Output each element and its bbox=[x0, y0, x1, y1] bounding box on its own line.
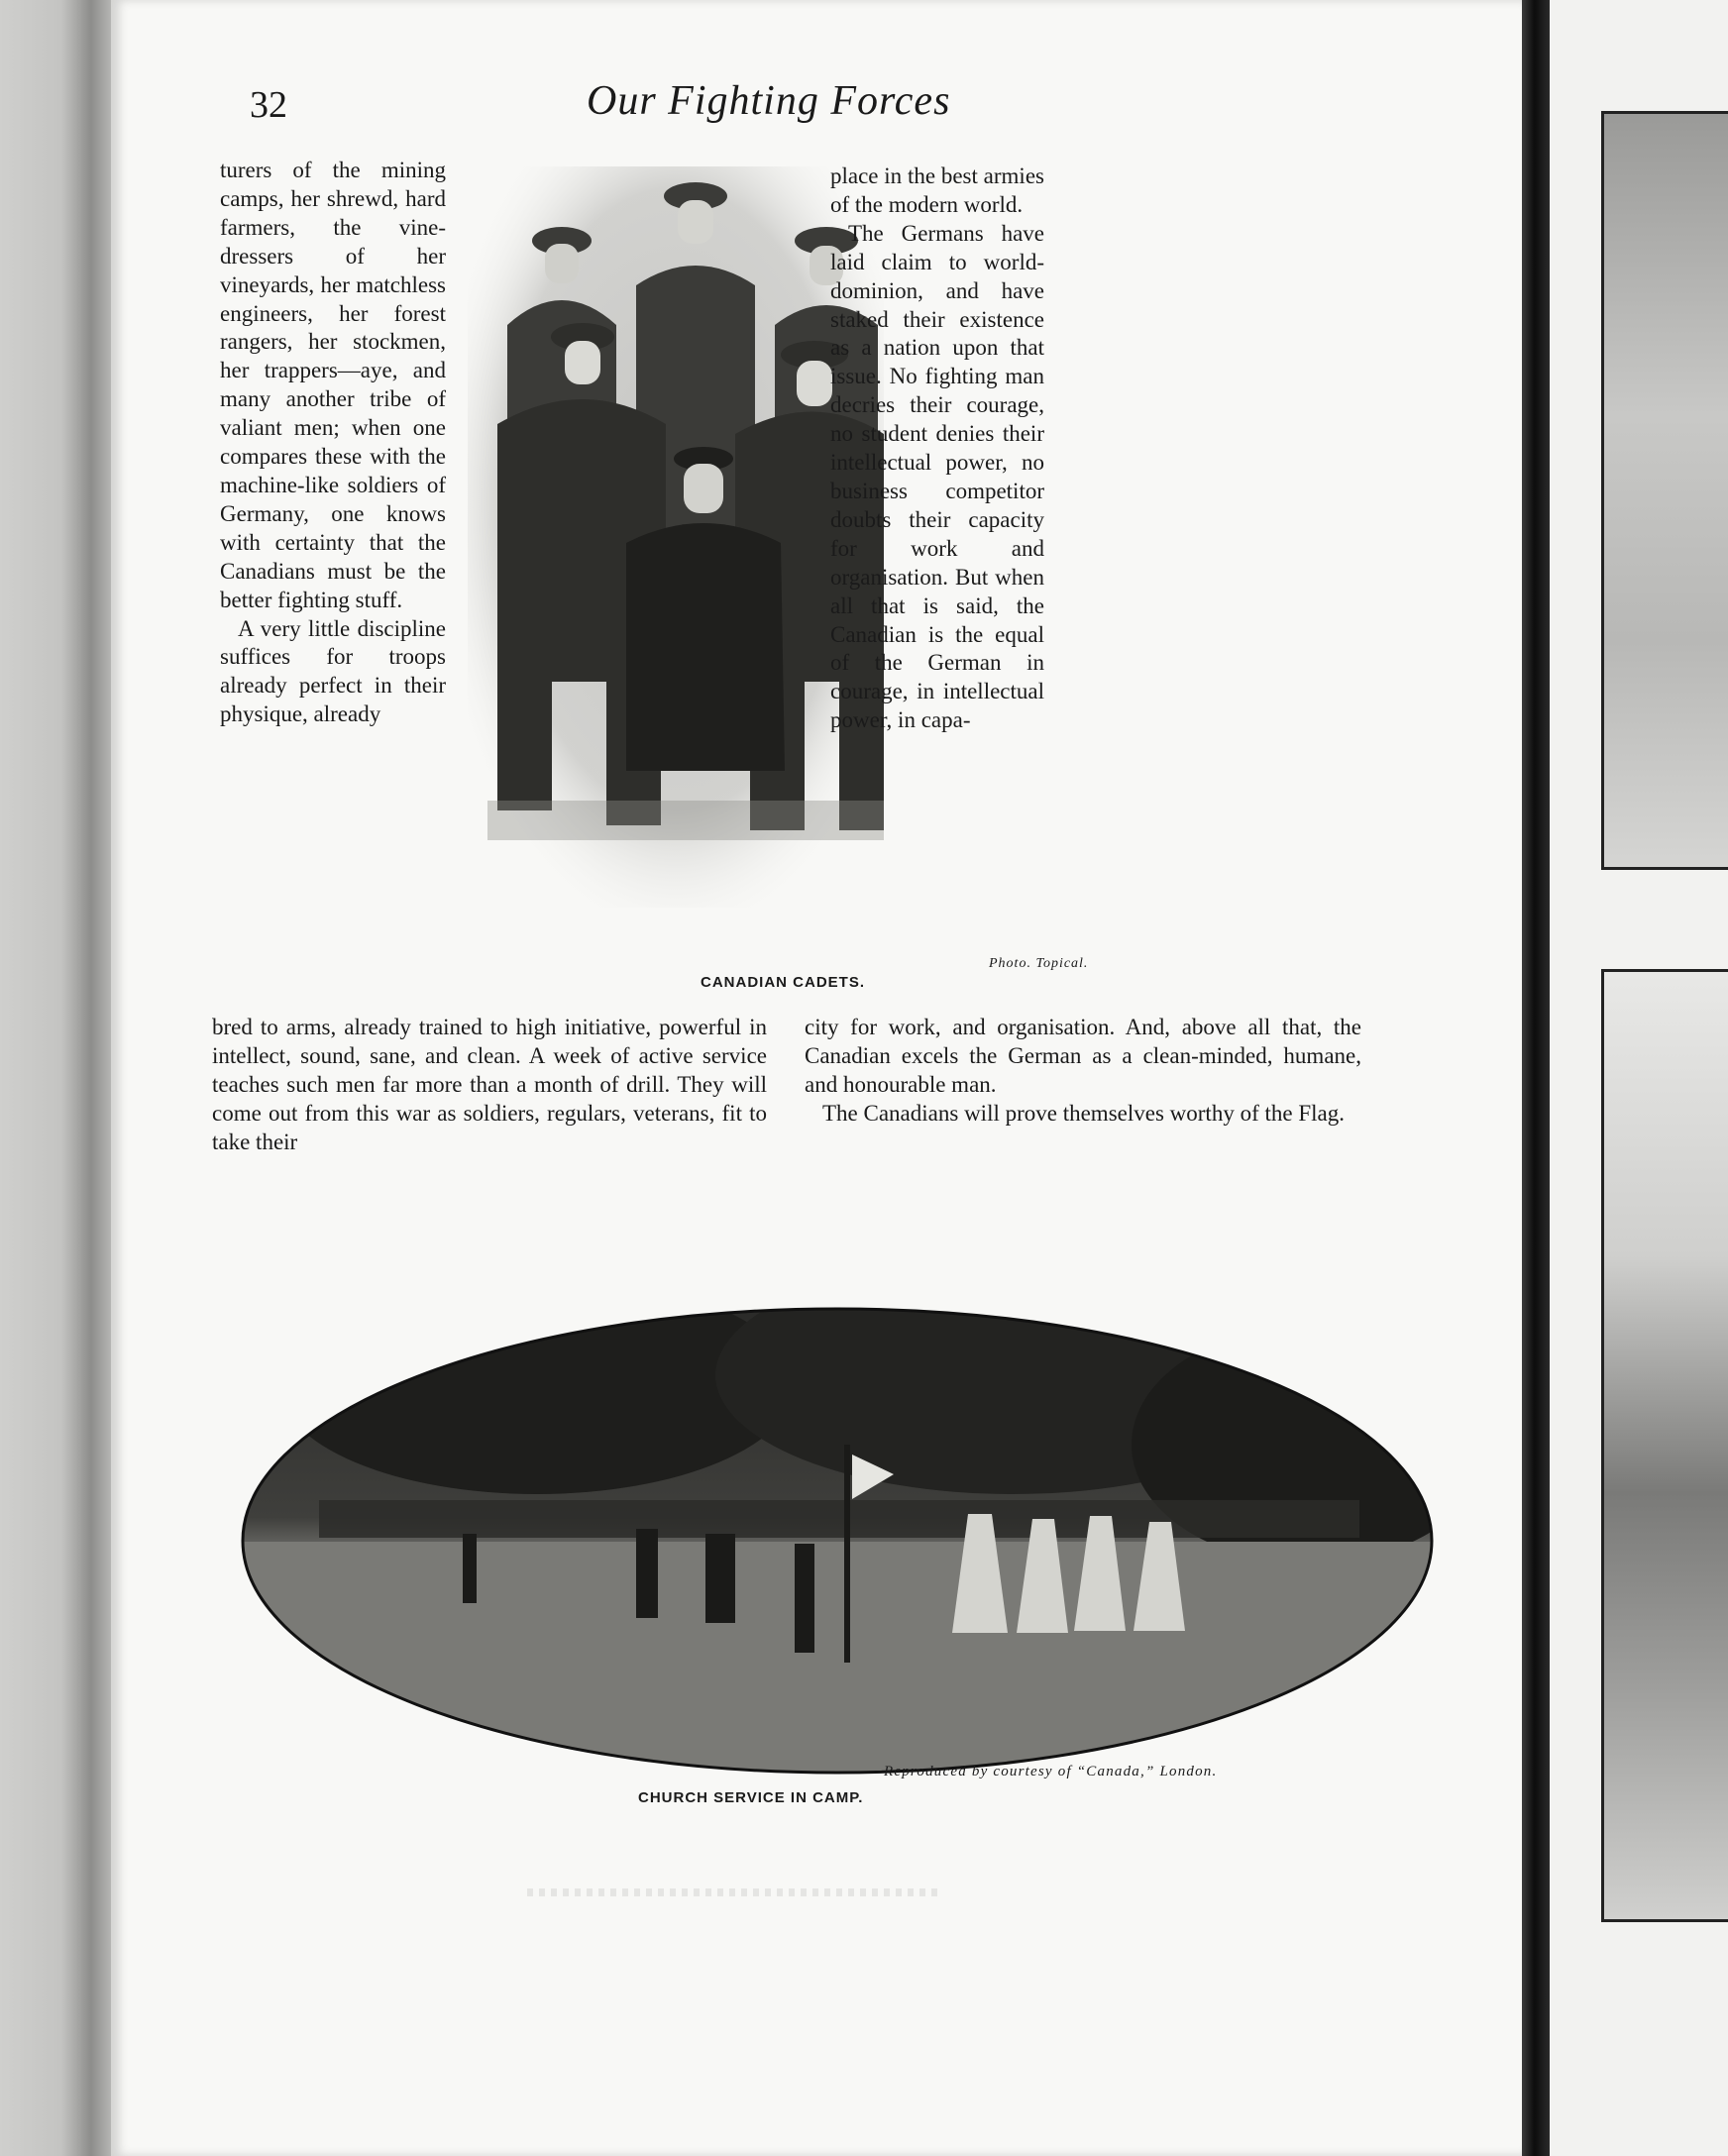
cadets-photo-credit: Photo. Topical. bbox=[989, 956, 1089, 971]
canadian-cadets-photo bbox=[468, 166, 805, 908]
church-service-photo bbox=[240, 1306, 1435, 1776]
church-photo-illustration bbox=[240, 1306, 1435, 1776]
facing-page-edge bbox=[1550, 0, 1728, 2156]
facing-page-photo-top bbox=[1601, 111, 1728, 870]
cadets-photo-illustration bbox=[468, 166, 884, 908]
paragraph: The Germans have laid claim to world-dominion, and have staked their existence as a nation upon that issue. No fighting man decries their courage, no student denies their intellectual power, no business competitor doubts their capacity for work and organisation. But when all that is said, the Canadian is the equal of the German in courage, in intellectual power, in capa- bbox=[830, 220, 1044, 733]
running-title: Our Fighting Forces bbox=[587, 78, 951, 124]
paragraph: A very little discipline suffices for troops already perfect in their physique, already bbox=[220, 615, 446, 727]
cadets-caption: CANADIAN CADETS. bbox=[701, 974, 865, 991]
column-right-top bbox=[830, 162, 1044, 735]
paragraph: city for work, and organisation. And, above all that, the Canadian excels the German as a clean-minded, humane, and honourable man. bbox=[805, 1015, 1361, 1097]
book-page bbox=[111, 0, 1522, 2156]
paragraph: turers of the mining camps, her shrewd, hard farmers, the vine-dressers of her vineyards, her matchless engineers, her forest rangers, her stockmen, her trappers—aye, and many another tribe of valiant men; when one compares these with the machine-like soldiers of Germany, one knows with certainty that the Canadians must be the better fighting stuff. bbox=[220, 158, 446, 612]
book-gutter bbox=[1522, 0, 1550, 2156]
church-caption: CHURCH SERVICE IN CAMP. bbox=[638, 1789, 864, 1806]
church-photo-credit: Reproduced by courtesy of “Canada,” London. bbox=[884, 1764, 1218, 1779]
column-bottom-left bbox=[212, 1014, 767, 1157]
page-number: 32 bbox=[250, 84, 287, 126]
column-left-top bbox=[220, 157, 446, 729]
paragraph: bred to arms, already trained to high initiative, powerful in intellect, sound, sane, and clean. A week of active service teaches such men far more than a month of drill. They will come out from this war as soldiers, regulars, veterans, fit to take their bbox=[212, 1015, 767, 1154]
column-bottom-right bbox=[805, 1014, 1361, 1129]
facing-page-photo-bottom bbox=[1601, 969, 1728, 1922]
paragraph: The Canadians will prove themselves worthy of the Flag. bbox=[822, 1100, 1345, 1126]
paragraph: place in the best armies of the modern world. bbox=[830, 163, 1044, 217]
bleed-through-mark bbox=[527, 1888, 943, 1896]
scan-left-edge bbox=[0, 0, 111, 2156]
